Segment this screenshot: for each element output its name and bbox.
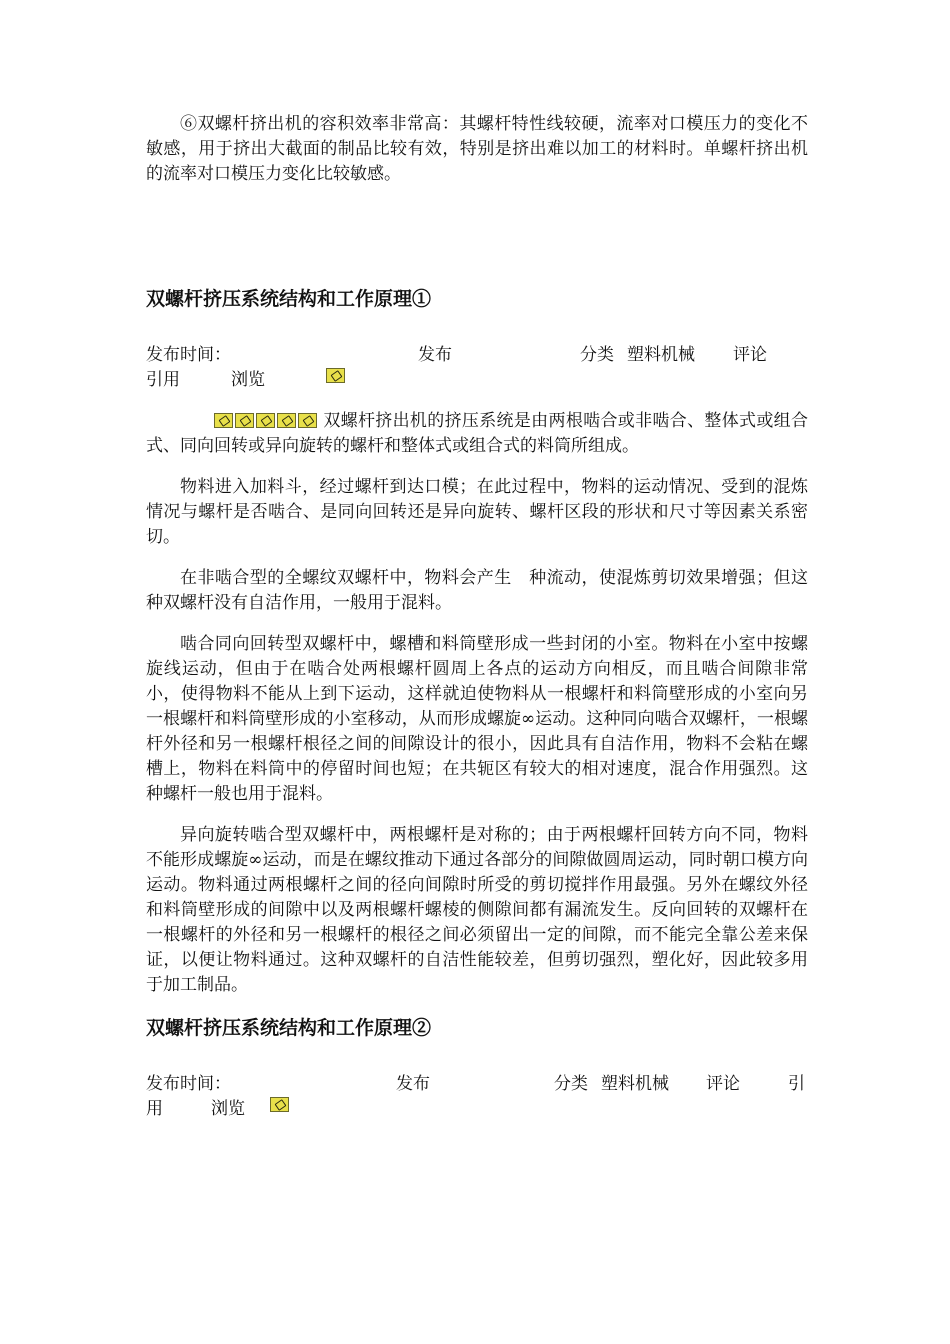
publish-time-label: 发布时间： [146, 345, 231, 365]
comment-link[interactable]: 评论 [733, 345, 767, 365]
article1-paragraph-2: 物料进入加料斗，经过螺杆到达口模；在此过程中，物料的运动情况、受到的混炼情况与螺杆是否啮合、是同向回转还是异向旋转、螺杆区段的形状和尺寸等因素关系密切。 [146, 477, 808, 547]
article2-meta [146, 1072, 808, 1122]
article1-paragraph-4: 啮合同向回转型双螺杆中，螺槽和料筒壁形成一些封闭的小室。物料在小室中按螺旋线运动，但由于在啮合处两根螺杆圆周上各点的运动方向相反，而且啮合间隙非常小，使得物料不能从上到下运动，这样就迫使物料从一根螺杆和料筒壁形成的小室向另一根螺杆和料筒壁形成的小室移动，从而形成螺旋∞运动。这种同向啮合双螺杆，一根螺杆外径和另一根螺杆根径之间的间隙设计的很小，因此具有自洁作用，物料不会粘在螺槽上，物料在料筒中的停留时间也短；在共轭区有较大的相对速度，混合作用强烈。这种螺杆一般也用于混料。 [146, 634, 808, 804]
article1-meta [146, 343, 808, 393]
pencil-icon [256, 413, 275, 428]
intro-paragraph: ⑥双螺杆挤出机的容积效率非常高：其螺杆特性线较硬，流率对口模压力的变化不敏感，用于挤出大截面的制品比较有效，特别是挤出难以加工的材料时。单螺杆挤出机的流率对口模压力变化比较敏感。 [146, 114, 808, 184]
cite-link-part2[interactable]: 用 [146, 1099, 163, 1119]
pencil-icon [235, 413, 254, 428]
rating-icons [180, 409, 319, 434]
publish-label: 发布 [418, 345, 452, 365]
article1-paragraph-3: 在非啮合型的全螺纹双螺杆中，物料会产生 种流动，使混炼剪切效果增强；但这种双螺杆没有自洁作用，一般用于混料。 [146, 568, 808, 613]
publish-time-label: 发布时间： [146, 1074, 231, 1094]
article2-title: 双螺杆挤压系统结构和工作原理② [146, 1017, 432, 1039]
view-label: 浏览 [231, 370, 265, 390]
category-link[interactable]: 塑料机械 [627, 345, 695, 365]
pencil-icon [298, 413, 317, 428]
pencil-icon [214, 413, 233, 428]
pencil-icon [277, 413, 296, 428]
article1-title: 双螺杆挤压系统结构和工作原理① [146, 288, 432, 310]
publish-label: 发布 [396, 1074, 430, 1094]
category-label: 分类 [580, 345, 614, 365]
document-page [146, 112, 808, 1122]
article1-paragraph-1 [146, 409, 808, 459]
comment-link[interactable]: 评论 [706, 1074, 740, 1094]
cite-link-part1[interactable]: 引 [788, 1074, 805, 1094]
category-link[interactable]: 塑料机械 [601, 1074, 669, 1094]
article1-paragraph-5: 异向旋转啮合型双螺杆中，两根螺杆是对称的；由于两根螺杆回转方向不同，物料不能形成螺旋∞运动，而是在螺纹推动下通过各部分的间隙做圆周运动，同时朝口模方向运动。物料通过两根螺杆之间的径向间隙时所受的剪切搅拌作用最强。另外在螺纹外径和料筒壁形成的间隙中以及两根螺杆螺棱的侧隙间都有漏流发生。反向回转的双螺杆在一根螺杆的外径和另一根螺杆的根径之间必须留出一定的间隙，而不能完全靠公差来保证，以便让物料通过。这种双螺杆的自洁性能较差，但剪切强烈，塑化好，因此较多用于加工制品。 [146, 825, 808, 995]
view-label: 浏览 [211, 1099, 245, 1119]
category-label: 分类 [554, 1074, 588, 1094]
cite-link[interactable]: 引用 [146, 370, 180, 390]
article1-paragraph-1-text: 双螺杆挤出机的挤压系统是由两根啮合或非啮合、整体式或组合式、同向回转或异向旋转的螺杆和整体式或组合式的料筒所组成。 [146, 411, 808, 456]
